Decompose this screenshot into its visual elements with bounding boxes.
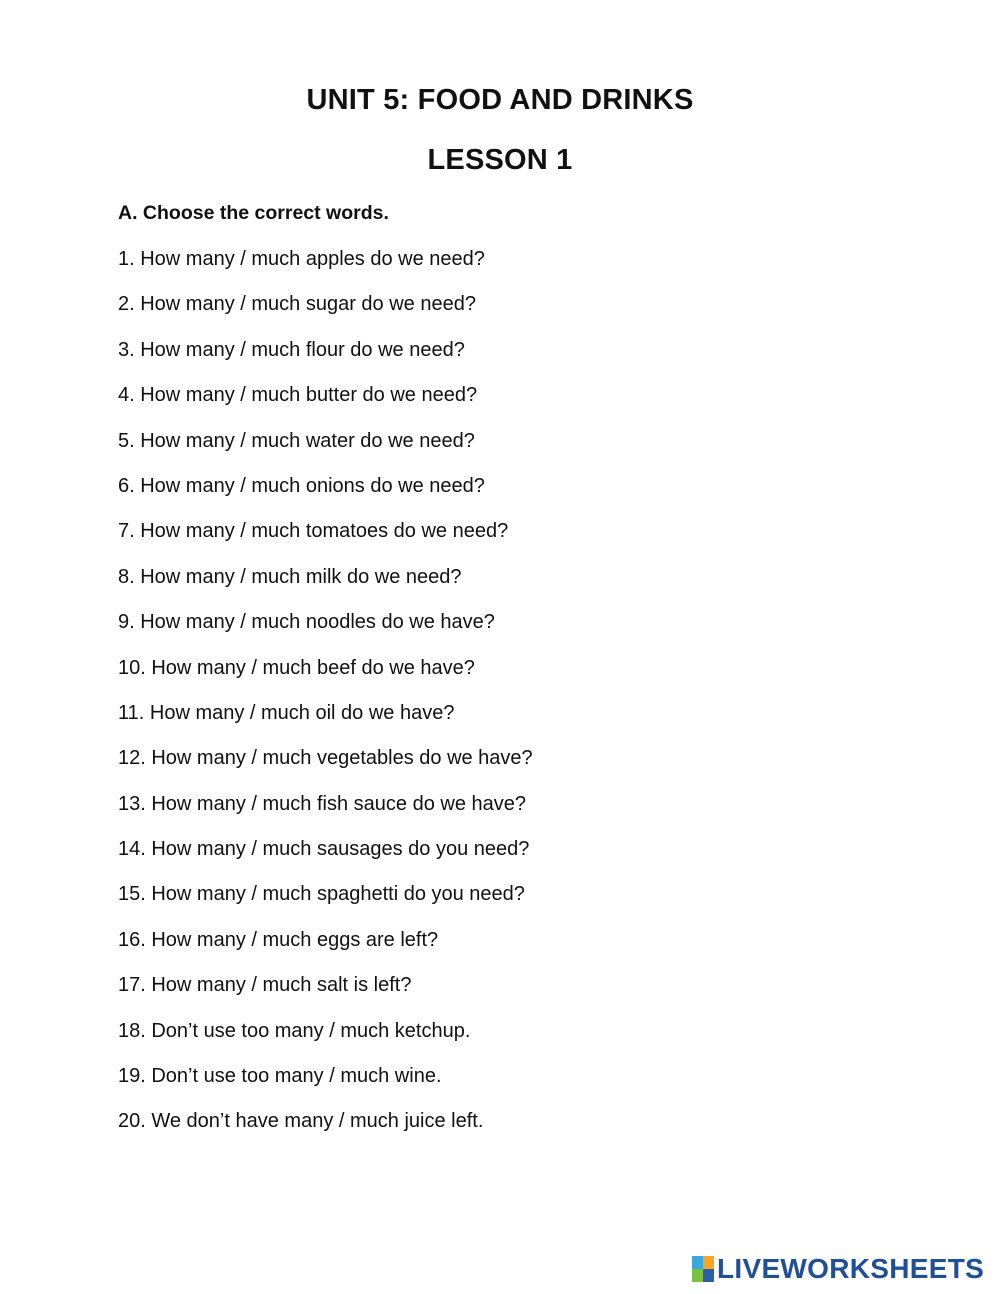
- question-item: 7. How many / much tomatoes do we need?: [118, 520, 509, 543]
- question-item: 8. How many / much milk do we need?: [118, 565, 462, 588]
- question-item: 9. How many / much noodles do we have?: [118, 611, 495, 634]
- question-item: 13. How many / much fish sauce do we have?: [118, 792, 526, 815]
- question-list: [118, 246, 533, 1154]
- question-item: 3. How many / much flour do we need?: [118, 338, 465, 361]
- question-item: 17. How many / much salt is left?: [118, 974, 412, 997]
- question-item: 11. How many / much oil do we have?: [118, 701, 455, 724]
- question-item: 18. Don’t use too many / much ketchup.: [118, 1019, 471, 1042]
- brand-name: LIVEWORKSHEETS: [717, 1253, 985, 1284]
- question-item: 6. How many / much onions do we need?: [118, 474, 485, 497]
- question-item: 10. How many / much beef do we have?: [118, 656, 475, 679]
- question-item: 20. We don’t have many / much juice left.: [118, 1110, 484, 1133]
- unit-title: UNIT 5: FOOD AND DRINKS: [306, 84, 694, 116]
- question-item: 2. How many / much sugar do we need?: [118, 293, 476, 316]
- question-item: 4. How many / much butter do we need?: [118, 384, 478, 407]
- question-item: 14. How many / much sausages do you need?: [118, 838, 530, 861]
- question-item: 16. How many / much eggs are left?: [118, 928, 439, 951]
- lesson-title: LESSON 1: [427, 144, 573, 176]
- question-item: 12. How many / much vegetables do we have?: [118, 747, 533, 770]
- question-item: 1. How many / much apples do we need?: [118, 248, 485, 270]
- liveworksheets-logo-icon: [692, 1256, 714, 1282]
- question-item: 19. Don’t use too many / much wine.: [118, 1065, 442, 1088]
- liveworksheets-logo: [692, 1252, 984, 1286]
- question-item: 5. How many / much water do we need?: [118, 429, 475, 452]
- section-a-instruction: A. Choose the correct words.: [118, 202, 389, 224]
- question-item: 15. How many / much spaghetti do you need?: [118, 883, 525, 906]
